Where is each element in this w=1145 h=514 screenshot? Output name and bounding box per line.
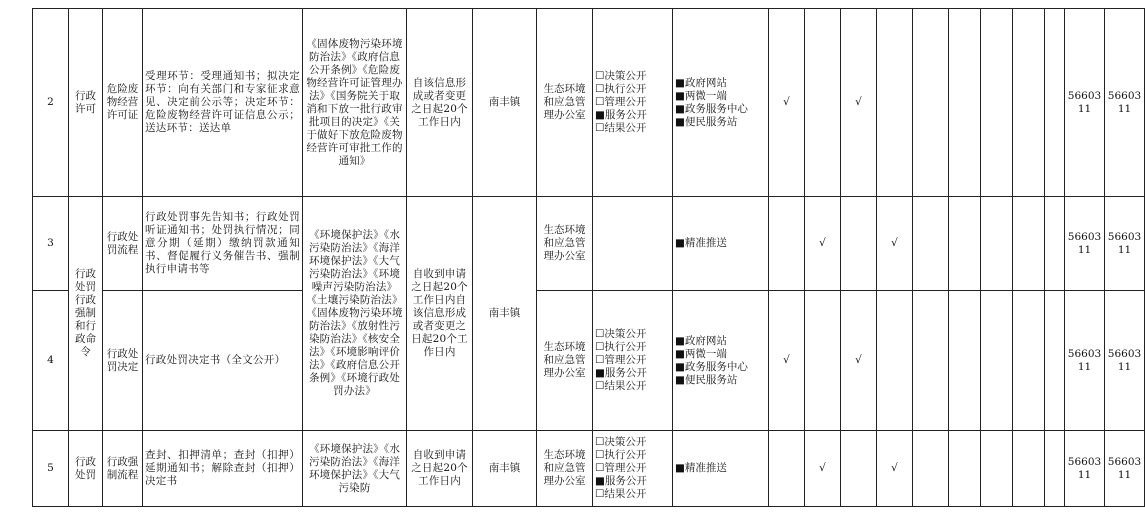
town-cell: 南丰镇 — [473, 197, 537, 431]
scope-option: ☐管理公开 — [595, 462, 647, 474]
channel-option: ■政府网站 — [675, 76, 727, 89]
channel-cell — [673, 9, 769, 197]
check-mark — [1013, 197, 1045, 291]
channel-option: ■精准推送 — [675, 462, 727, 474]
basis-cell: 《环境保护法》《水污染防治法》《海洋环境保护法》《大气污染防 — [303, 431, 407, 507]
content-cell: 行政处罚决定书（全文公开） — [143, 291, 303, 431]
check-mark: √ — [769, 291, 805, 431]
scope-option: ☐结果公开 — [595, 122, 647, 134]
scope-option: ■服务公开 — [595, 109, 647, 121]
dept-cell: 生态环境和应急管理办公室 — [537, 291, 593, 431]
check-mark — [981, 431, 1013, 507]
check-mark — [949, 431, 981, 507]
channel-option: ■两微一端 — [675, 89, 727, 102]
check-mark — [841, 197, 877, 291]
content-cell: 受理环节：受理通知书；拟决定环节：向有关部门和专家征求意见、决定前公示等；决定环节：危险废物经营许可证信息公示；送达环节：送达单 — [143, 9, 303, 197]
item-cell: 危险废物经营许可证 — [103, 9, 143, 197]
check-mark — [981, 9, 1013, 197]
phone-cell: 5660311 — [1105, 431, 1145, 507]
channel-cell — [673, 291, 769, 431]
check-mark — [877, 9, 913, 197]
scope-cell — [593, 291, 673, 431]
check-mark: √ — [805, 431, 841, 507]
scope-cell — [593, 197, 673, 291]
channel-option: ■政务服务中心 — [675, 102, 748, 115]
scope-option: ☐决策公开 — [595, 436, 647, 448]
table-row — [33, 197, 1145, 291]
phone-cell: 5660311 — [1105, 197, 1145, 291]
category-cell: 行政处罚 — [69, 431, 103, 507]
town-cell: 南丰镇 — [473, 431, 537, 507]
table-row — [33, 431, 1145, 507]
check-mark — [1013, 291, 1045, 431]
check-mark — [1013, 431, 1045, 507]
check-mark — [1045, 197, 1065, 291]
row-number: 3 — [33, 197, 69, 291]
check-mark — [981, 291, 1013, 431]
basis-cell: 《固体废物污染环境防治法》《政府信息公开条例》《危险废物经营许可证管理办法》《国务院关于取消和下放一批行政审批项目的决定》《关于做好下放危险废物经营许可审批工作的通知》 — [303, 9, 407, 197]
scope-option: ☐决策公开 — [595, 70, 647, 82]
dept-cell: 生态环境和应急管理办公室 — [537, 431, 593, 507]
channel-cell — [673, 197, 769, 291]
item-cell: 行政处罚流程 — [103, 197, 143, 291]
scope-option: ☐结果公开 — [595, 380, 647, 392]
scope-option: ☐管理公开 — [595, 96, 647, 108]
category-cell: 行政处罚行政强制和行政命令 — [69, 197, 103, 431]
phone-cell: 5660311 — [1065, 431, 1105, 507]
item-cell: 行政强制流程 — [103, 431, 143, 507]
dept-cell: 生态环境和应急管理办公室 — [537, 9, 593, 197]
phone-cell: 5660311 — [1065, 9, 1105, 197]
table-row — [33, 9, 1145, 197]
dept-cell: 生态环境和应急管理办公室 — [537, 197, 593, 291]
check-mark — [1045, 9, 1065, 197]
scope-option: ☐执行公开 — [595, 83, 647, 95]
scope-cell — [593, 431, 673, 507]
check-mark: √ — [769, 9, 805, 197]
row-number: 4 — [33, 291, 69, 431]
row-number: 5 — [33, 431, 69, 507]
channel-option: ■两微一端 — [675, 347, 727, 360]
check-mark — [981, 197, 1013, 291]
check-mark — [913, 291, 949, 431]
check-mark — [769, 431, 805, 507]
scope-option: ☐管理公开 — [595, 354, 647, 366]
scope-option: ■服务公开 — [595, 367, 647, 379]
phone-cell: 5660311 — [1105, 9, 1145, 197]
row-number: 2 — [33, 9, 69, 197]
phone-cell: 5660311 — [1065, 291, 1105, 431]
check-mark — [1045, 431, 1065, 507]
basis-cell: 《环境保护法》《水污染防治法》《海洋环境保护法》《大气污染防治法》《环境噪声污染防治法》《土壤污染防治法》《固体废物污染环境防治法》《放射性污染防治法》《核安全法》《环境影响评价法》《政府信息公开条例》《环境行政处罚办法》 — [303, 197, 407, 431]
check-mark — [949, 9, 981, 197]
channel-cell — [673, 431, 769, 507]
timeline-cell: 自收到申请之日起20个工作日内 — [407, 431, 473, 507]
category-cell: 行政许可 — [69, 9, 103, 197]
check-mark — [769, 197, 805, 291]
timeline-cell: 自该信息形成或者变更之日起20个工作日内 — [407, 9, 473, 197]
check-mark: √ — [805, 197, 841, 291]
check-mark — [913, 431, 949, 507]
check-mark — [1013, 9, 1045, 197]
channel-option: ■政府网站 — [675, 334, 727, 347]
check-mark — [805, 9, 841, 197]
check-mark — [1045, 291, 1065, 431]
scope-option: ☐执行公开 — [595, 449, 647, 461]
check-mark — [949, 291, 981, 431]
check-mark: √ — [877, 197, 913, 291]
check-mark: √ — [877, 431, 913, 507]
check-mark — [949, 197, 981, 291]
channel-option: ■便民服务站 — [675, 115, 738, 128]
scope-option: ■服务公开 — [595, 475, 647, 487]
content-cell: 行政处罚事先告知书；行政处罚听证通知书；处罚执行情况；同意分期（延期）缴纳罚款通知书、督促履行义务催告书、强制执行申请书等 — [143, 197, 303, 291]
town-cell: 南丰镇 — [473, 9, 537, 197]
phone-cell: 5660311 — [1105, 291, 1145, 431]
scope-option: ☐结果公开 — [595, 488, 647, 500]
check-mark — [805, 291, 841, 431]
check-mark — [841, 431, 877, 507]
check-mark: √ — [841, 9, 877, 197]
channel-option: ■便民服务站 — [675, 373, 738, 386]
scope-option: ☐决策公开 — [595, 328, 647, 340]
disclosure-table — [32, 8, 1145, 507]
table-row — [33, 291, 1145, 431]
check-mark: √ — [841, 291, 877, 431]
channel-option: ■政务服务中心 — [675, 360, 748, 373]
channel-option: ■精准推送 — [675, 237, 727, 249]
check-mark — [877, 291, 913, 431]
timeline-cell: 自收到申请之日起20个工作日内自该信息形成或者变更之日起20个工作日内 — [407, 197, 473, 431]
content-cell: 查封、扣押清单；查封（扣押）延期通知书；解除查封（扣押）决定书 — [143, 431, 303, 507]
check-mark — [913, 9, 949, 197]
scope-cell — [593, 9, 673, 197]
scope-option: ☐执行公开 — [595, 341, 647, 353]
phone-cell: 5660311 — [1065, 197, 1105, 291]
item-cell: 行政处罚决定 — [103, 291, 143, 431]
check-mark — [913, 197, 949, 291]
